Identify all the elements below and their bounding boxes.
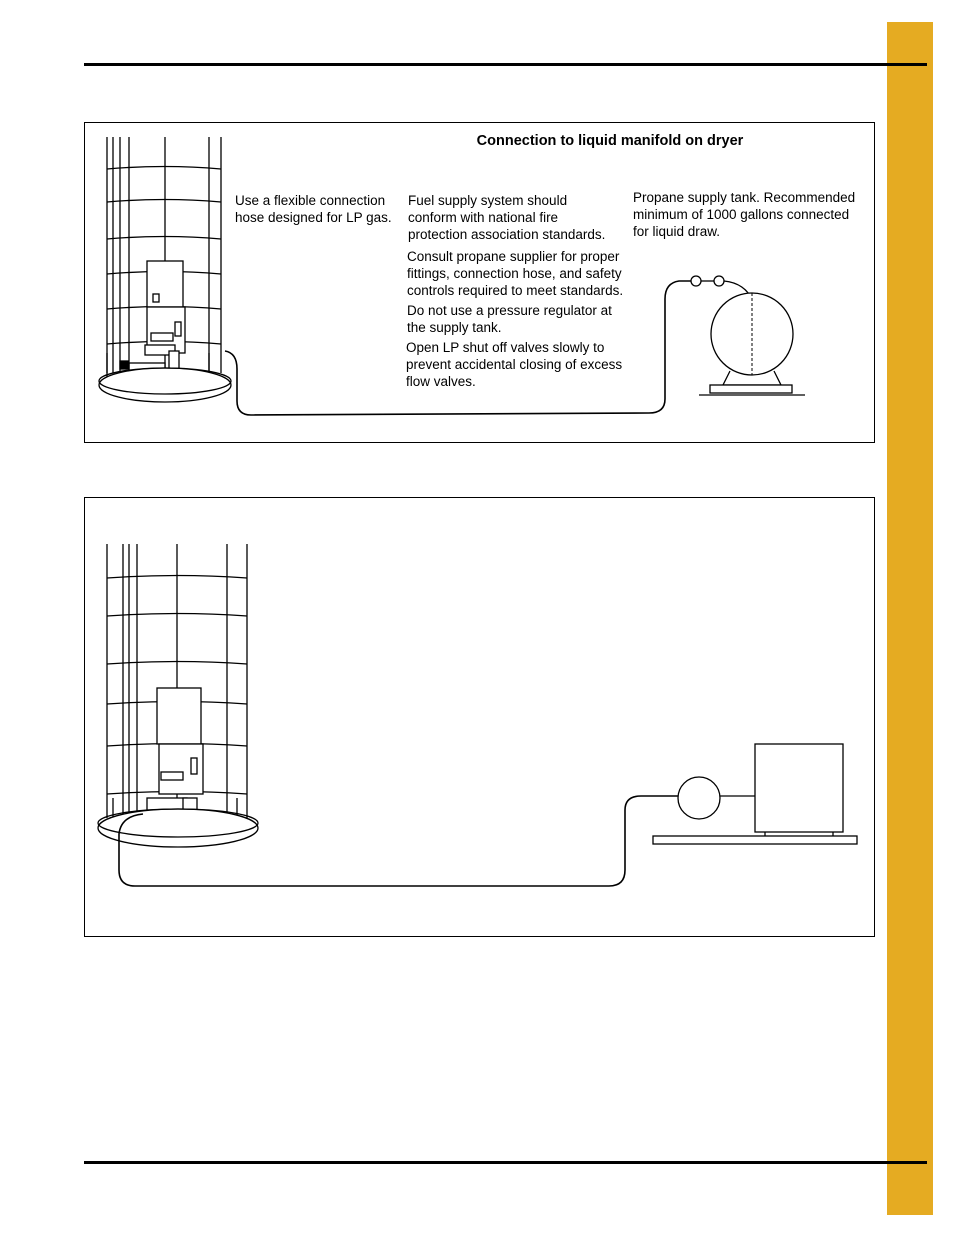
shutoff-valve-1 xyxy=(691,276,701,286)
header-rule xyxy=(84,63,927,66)
note-consult-supplier: Consult propane supplier for proper fittings, connection hose, and safety controls required to meet standards. xyxy=(407,249,624,298)
chapter-side-tab xyxy=(887,22,933,1215)
note-no-pressure-regulator: Do not use a pressure regulator at the supply tank. xyxy=(407,303,612,335)
note-flexible-hose: Use a flexible connection hose designed for LP gas. xyxy=(235,193,392,225)
dryer-tower-illustration xyxy=(99,137,231,402)
note-nfpa-standards: Fuel supply system should conform with national fire protection association standards. xyxy=(408,193,606,242)
vaporizer-valve xyxy=(678,777,720,819)
figure-liquid-manifold-connection xyxy=(84,122,875,443)
vapor-connection-drawing xyxy=(85,498,876,938)
note-open-valves-slowly: Open LP shut off valves slowly to prevent accidental closing of excess flow valves. xyxy=(406,340,623,389)
dryer-tower-illustration xyxy=(98,544,258,847)
note-propane-tank: Propane supply tank. Recommended minimum of 1000 gallons connected for liquid draw. xyxy=(633,190,856,239)
figure-vapor-connection xyxy=(84,497,875,937)
footer-rule xyxy=(84,1161,927,1164)
shutoff-valve-2 xyxy=(714,276,724,286)
figure-title: Connection to liquid manifold on dryer xyxy=(476,133,744,149)
propane-tank-illustration xyxy=(699,293,805,395)
